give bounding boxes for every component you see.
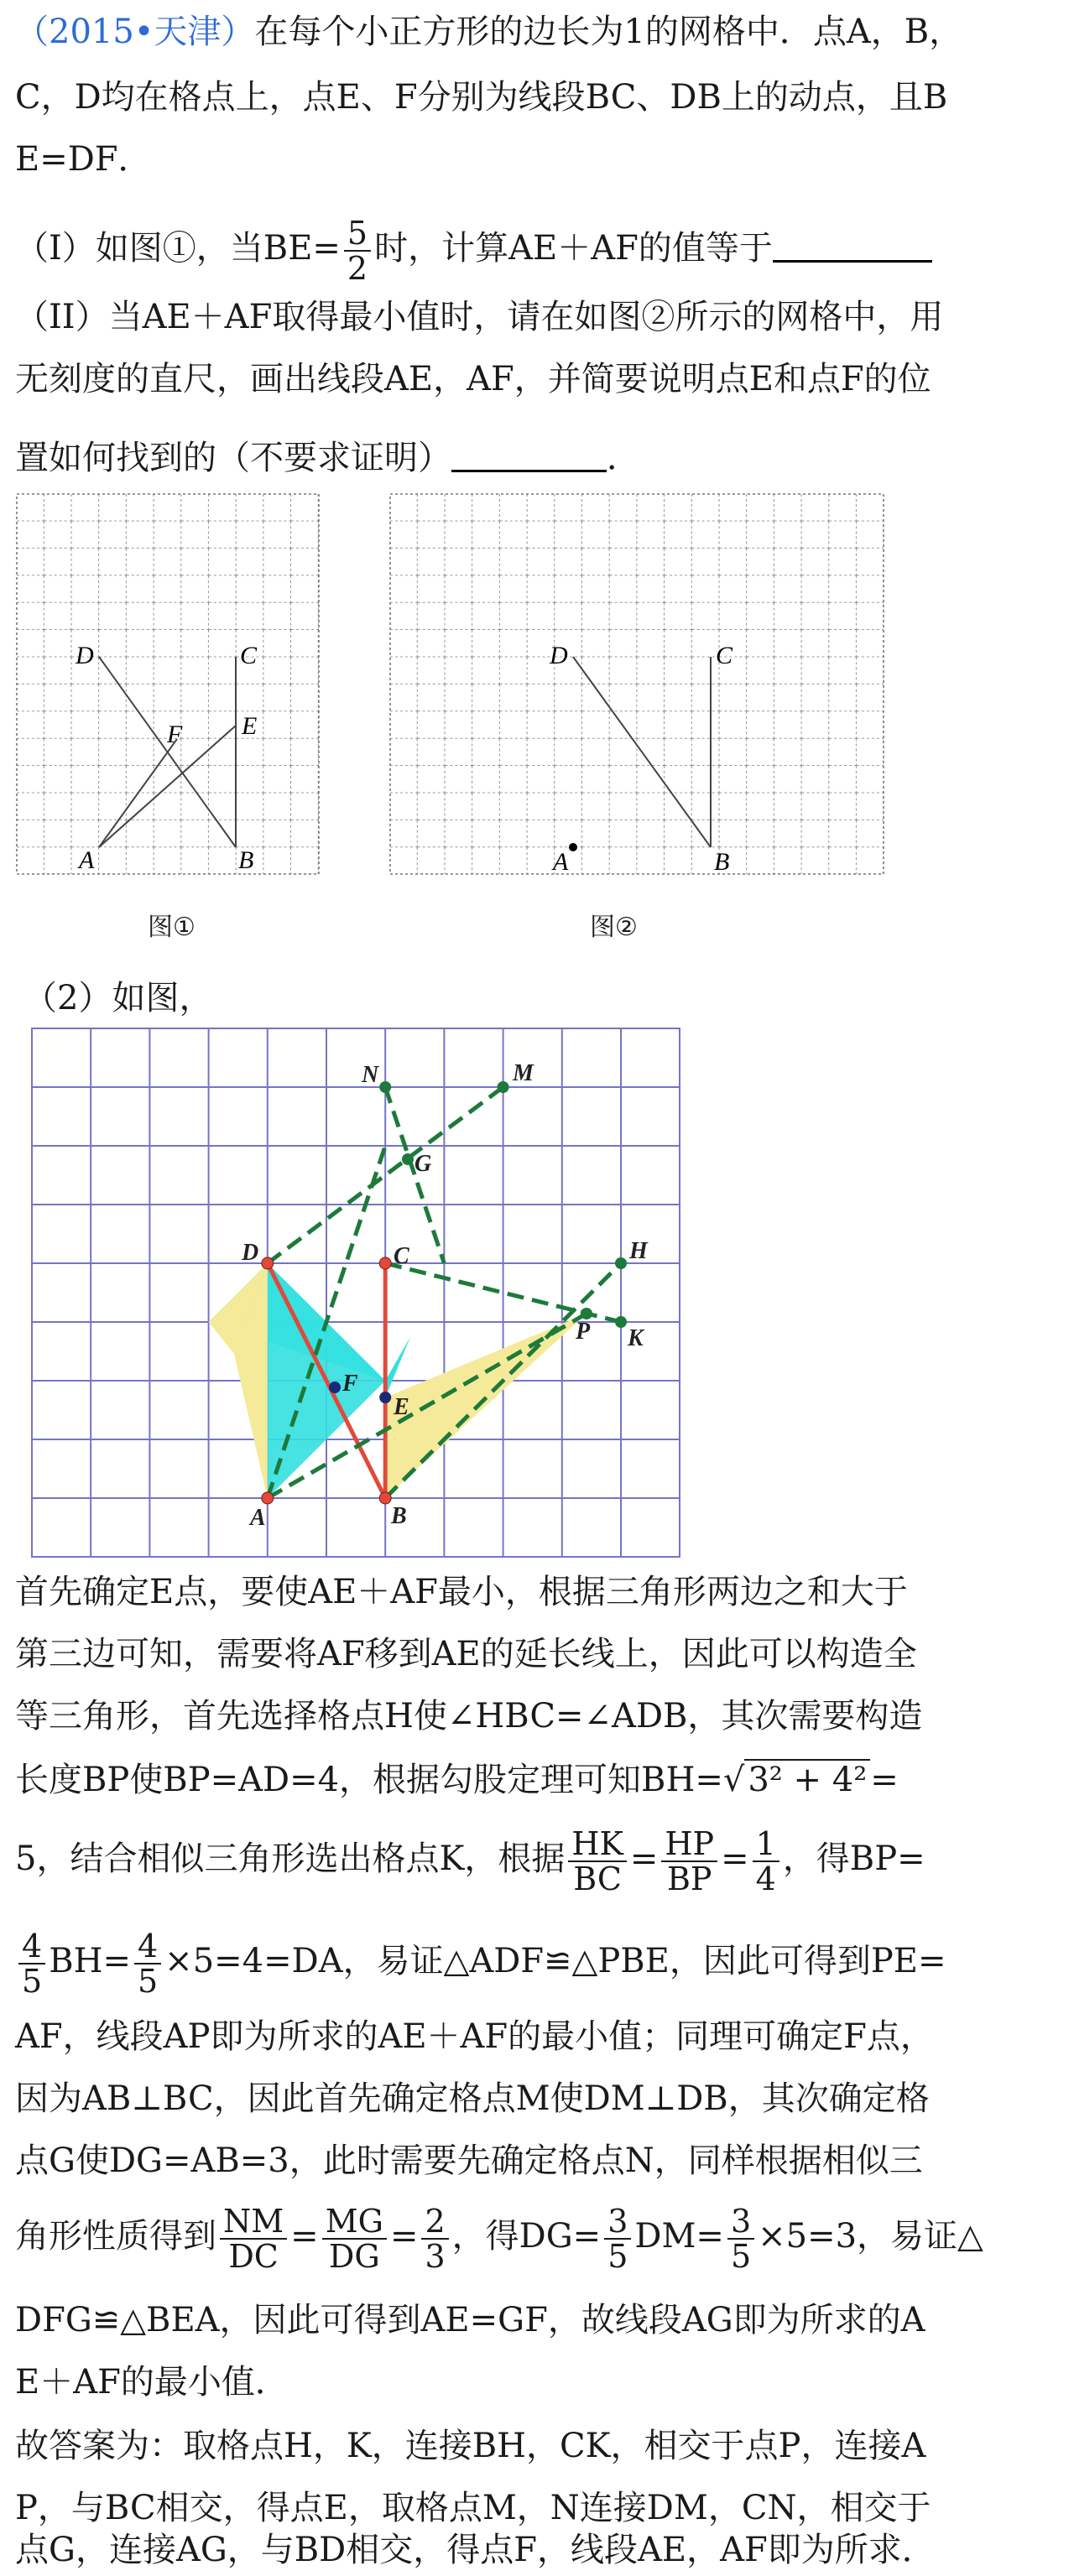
solution-line-1: 首先确定E点，要使AE＋AF最小，根据三角形两边之和大于 [15, 1573, 908, 1611]
label-k-sol: K [628, 1325, 644, 1351]
fraction-5-2: $\frac{5}{2}$ [344, 216, 371, 285]
label-d: D [76, 642, 94, 669]
label-g-sol: G [414, 1151, 432, 1177]
problem-text-1: 在每个小正方形的边长为1的网格中．点A，B， [254, 13, 963, 51]
point-h [615, 1257, 627, 1269]
point-p [581, 1308, 592, 1319]
solution-line-4: 长度BP使BP=AD=4，根据勾股定理可知BH=√ 3² + 4² = [15, 1756, 1064, 1803]
label-h-sol: H [629, 1238, 648, 1264]
label-n-sol: N [362, 1062, 379, 1088]
answer-line-3: 点G，连接AG，与BD相交，得点F，线段AE，AF即为所求． [15, 2531, 936, 2569]
label-m-sol: M [513, 1060, 534, 1086]
caption-figure-2: 图② [590, 913, 638, 942]
figure-1 [13, 491, 324, 885]
label-e-sol: E [394, 1394, 409, 1420]
point-g [402, 1153, 414, 1165]
point-c [379, 1257, 391, 1269]
solution-line-9: 点G使DG=AB=3，此时需要先确定格点N，同样根据相似三 [15, 2141, 923, 2180]
grid-1 [17, 494, 319, 874]
point-a-2 [569, 843, 577, 851]
fraction-3-5-b: $\frac{3}{5}$ [727, 2204, 754, 2273]
solution-line-10: 角形性质得到 $\frac{NM}{DC}$ = $\frac{MG}{DG}$ = $\frac{2}{3}$ ，得DG= $\frac{3}{5}$ DM= $\frac{3}{5}$ ×5=3，易证△ [15, 2203, 983, 2275]
problem-line-3: E=DF． [15, 140, 152, 179]
part2-line-3: 置如何找到的（不要求证明） ． [15, 435, 1064, 481]
fraction-hp-bp: $\frac{HP}{BP}$ [661, 1827, 717, 1896]
label-d-sol: D [242, 1240, 259, 1266]
label-b-sol: B [391, 1503, 407, 1529]
solution-line-7: AF，线段AP即为所求的AE＋AF的最小值；同理可确定F点， [15, 2017, 934, 2056]
label-f-sol: F [342, 1371, 358, 1397]
fraction-mg-dg: $\frac{MG}{DG}$ [322, 2204, 387, 2273]
point-k [615, 1316, 627, 1328]
problem-line-1 [15, 8, 1064, 55]
answer-blank-2 [451, 436, 607, 472]
label-e: E [242, 712, 258, 740]
point-f [329, 1382, 341, 1393]
label-b-2: B [714, 848, 730, 876]
solution-intro: （2）如图， [23, 979, 213, 1017]
solution-line-2: 第三边可知，需要将AF移到AE的延长线上，因此可以构造全 [15, 1635, 917, 1673]
label-p-sol: P [576, 1319, 591, 1345]
label-c-sol: C [394, 1243, 409, 1269]
label-c-2: C [716, 642, 733, 669]
sqrt-expression: √ 3² + 4² [723, 1756, 870, 1803]
label-a: A [79, 846, 95, 874]
part2-line-1: （II）当AE＋AF取得最小值时，请在如图②所示的网格中，用 [15, 298, 944, 336]
answer-blank-1 [773, 226, 932, 263]
problem-line-2: C，D均在格点上，点E、F分别为线段BC、DB上的动点，且B [15, 78, 948, 117]
fraction-1-4: $\frac{1}{4}$ [753, 1827, 779, 1896]
solution-figure [30, 1027, 688, 1562]
point-a [262, 1492, 274, 1504]
point-e [379, 1392, 391, 1403]
point-b [379, 1492, 391, 1504]
label-c: C [240, 642, 258, 669]
fraction-nm-dc: $\frac{NM}{DC}$ [220, 2204, 287, 2273]
fraction-2-3: $\frac{2}{3}$ [421, 2204, 448, 2273]
label-d-2: D [550, 642, 568, 669]
grid-2 [390, 494, 884, 874]
solution-line-3: 等三角形，首先选择格点H使∠HBC=∠ADB，其次需要构造 [15, 1697, 923, 1736]
fraction-4-5-a: $\frac{4}{5}$ [18, 1929, 45, 1998]
point-d [262, 1257, 274, 1269]
solution-line-8: 因为AB⊥BC，因此首先确定格点M使DM⊥DB，其次确定格 [15, 2079, 930, 2118]
answer-line-1: 故答案为：取格点H，K，连接BH，CK，相交于点P，连接A [15, 2427, 926, 2465]
fraction-hk-bc: $\frac{HK}{BC}$ [568, 1827, 627, 1896]
point-m [498, 1081, 509, 1093]
solution-line-5: 5，结合相似三角形选出格点K，根据 $\frac{HK}{BC}$ = $\frac{HP}{BP}$ = $\frac{1}{4}$ ，得BP= [15, 1825, 925, 1897]
solution-line-12: E＋AF的最小值． [15, 2363, 289, 2402]
part2-line-2: 无刻度的直尺，画出线段AE，AF，并简要说明点E和点F的位 [15, 360, 931, 398]
caption-figure-1: 图① [148, 913, 196, 942]
triangle-cyan-3 [385, 1337, 410, 1397]
label-a-2: A [553, 848, 569, 876]
point-n [379, 1081, 391, 1093]
label-f: F [167, 721, 183, 748]
problem-source: （2015•天津） [15, 13, 255, 51]
part1-line: （I）如图①，当BE= $\frac{5}{2}$ 时，计算AE＋AF的值等于 [15, 216, 1064, 285]
label-a-sol: A [250, 1505, 266, 1531]
figure-2 [387, 491, 890, 885]
solution-line-6: $\frac{4}{5}$ BH= $\frac{4}{5}$ ×5=4=DA，易证△ADF≌△PBE，因此可得到PE= [15, 1929, 1064, 1998]
fraction-4-5-b: $\frac{4}{5}$ [134, 1929, 161, 1998]
fraction-3-5-a: $\frac{3}{5}$ [604, 2204, 631, 2273]
solution-line-11: DFG≌△BEA，因此可得到AE=GF，故线段AG即为所求的A [15, 2301, 925, 2339]
label-b: B [238, 846, 254, 874]
answer-line-2: P，与BC相交，得点E，取格点M，N连接DM，CN，相交于 [15, 2489, 931, 2527]
